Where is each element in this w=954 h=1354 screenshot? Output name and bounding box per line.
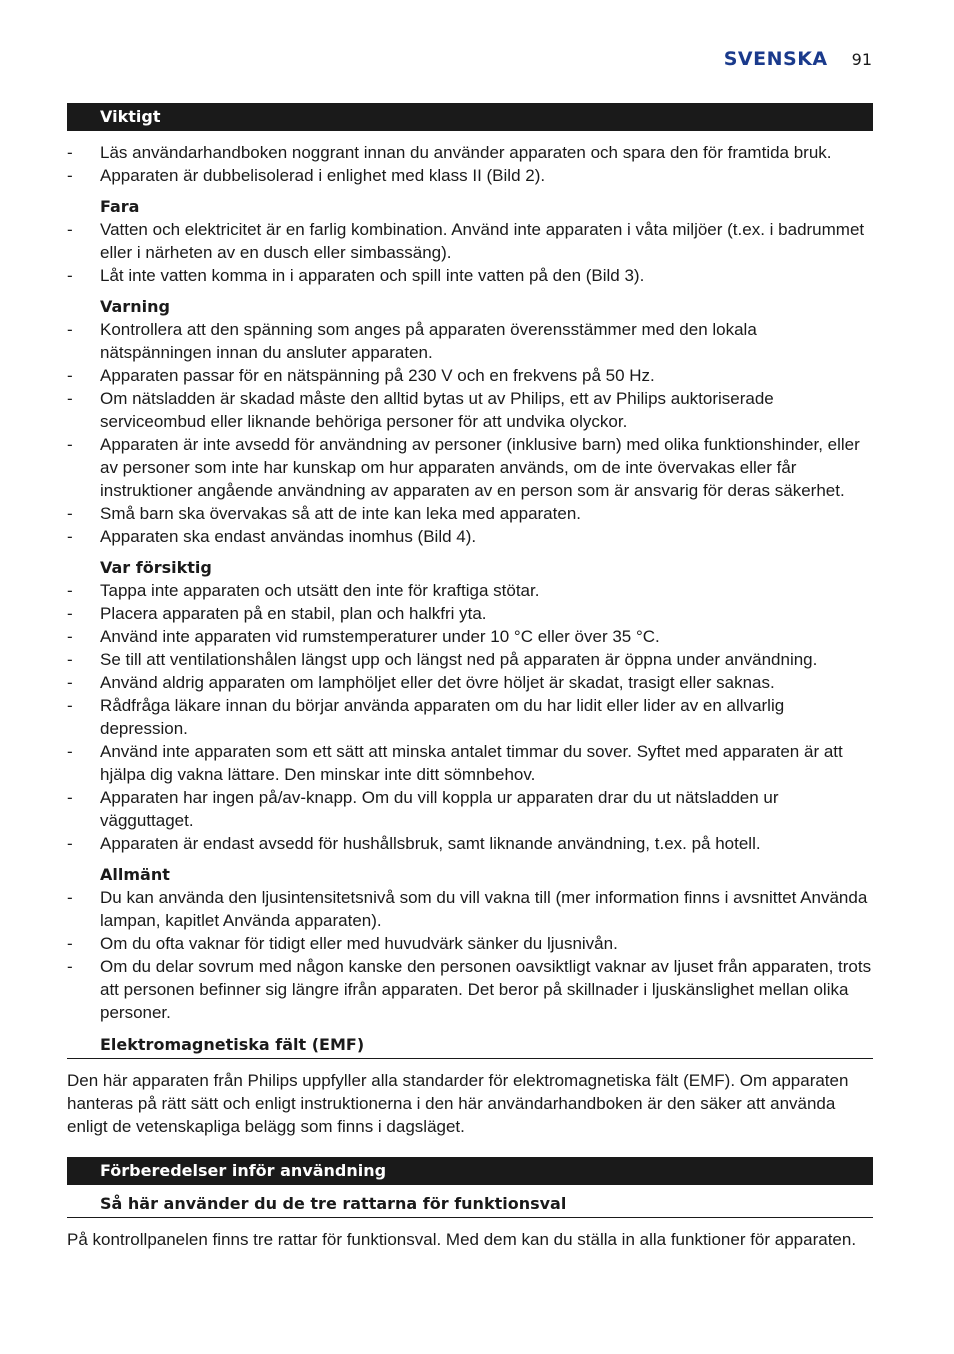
- bullet-dash: -: [67, 143, 73, 162]
- bullet-dash: -: [67, 834, 73, 853]
- bullet-dash: -: [67, 627, 73, 646]
- heading-emf: Elektromagnetiska fält (EMF): [67, 1034, 873, 1059]
- list-item-text: Apparaten ska endast användas inomhus (Bild 4).: [100, 527, 477, 546]
- list-item: [67, 602, 873, 625]
- list-item-text: Låt inte vatten komma in i apparaten och spill inte vatten på den (Bild 3).: [100, 266, 645, 285]
- page-header: [724, 48, 872, 70]
- bullet-dash: -: [67, 957, 73, 976]
- list-item-text: Apparaten är endast avsedd för hushållsbruk, samt liknande användning, t.ex. på hotell.: [100, 834, 761, 853]
- bullet-dash: -: [67, 888, 73, 907]
- list-item-text: Apparaten är dubbelisolerad i enlighet med klass II (Bild 2).: [100, 166, 546, 185]
- list-item-text: Små barn ska övervakas så att de inte kan leka med apparaten.: [100, 504, 581, 523]
- bullet-dash: -: [67, 166, 73, 185]
- list-item: [67, 932, 873, 955]
- list-item-text: Tappa inte apparaten och utsätt den inte för kraftiga stötar.: [100, 581, 540, 600]
- list-item-text: Du kan använda den ljusintensitetsnivå som du vill vakna till (mer information finns i avsnittet Använda lampan, kapitlet Använda apparaten).: [100, 888, 868, 930]
- list-item-text: Placera apparaten på en stabil, plan och halkfri yta.: [100, 604, 487, 623]
- bullet-dash: -: [67, 650, 73, 669]
- list-item: [67, 625, 873, 648]
- list-item: [67, 141, 873, 164]
- list-item: [67, 671, 873, 694]
- list-item: [67, 579, 873, 602]
- bullet-dash: -: [67, 788, 73, 807]
- list-varning: [67, 318, 873, 548]
- language-label: SVENSKA: [723, 48, 828, 70]
- list-item-text: Apparaten passar för en nätspänning på 230 V och en frekvens på 50 Hz.: [100, 366, 655, 385]
- list-item-text: Använd inte apparaten som ett sätt att minska antalet timmar du sover. Syftet med apparaten är att hjälpa dig vakna lättare. Den minskar inte ditt sömnbehov.: [100, 742, 843, 784]
- list-item-text: Om nätsladden är skadad måste den alltid bytas ut av Philips, ett av Philips auktoriserade serviceombud eller liknande behöriga personer för att undvika olyckor.: [100, 389, 774, 431]
- list-item-text: Apparaten är inte avsedd för användning av personer (inklusive barn) med olika funktionshinder, eller av personer som inte har kunskap om hur apparaten används, om de inte övervakas eller får instruktioner angående användning av apparaten av en person som är ansvarig för deras säkerhet.: [100, 435, 860, 500]
- bullet-dash: -: [67, 696, 73, 715]
- list-allmant: [67, 886, 873, 1024]
- list-item-text: Apparaten har ingen på/av-knapp. Om du vill koppla ur apparaten drar du ut nätsladden ur vägguttaget.: [100, 788, 779, 830]
- bullet-dash: -: [67, 934, 73, 953]
- list-item-text: Om du ofta vaknar för tidigt eller med huvudvärk sänker du ljusnivån.: [100, 934, 618, 953]
- bullet-dash: -: [67, 673, 73, 692]
- list-var-forsiktig: [67, 579, 873, 855]
- list-item: [67, 387, 873, 433]
- page-number: 91: [851, 50, 872, 69]
- list-item: [67, 218, 873, 264]
- list-fara: [67, 218, 873, 287]
- list-item-text: Läs användarhandboken noggrant innan du använder apparaten och spara den för framtida bruk.: [100, 143, 832, 162]
- list-item: [67, 433, 873, 502]
- list-item-text: Vatten och elektricitet är en farlig kombination. Använd inte apparaten i våta miljöer (t.ex. i badrummet eller i närheten av en dusch eller simbassäng).: [100, 220, 865, 262]
- paragraph-rattarna: På kontrollpanelen finns tre rattar för funktionsval. Med dem kan du ställa in alla funktioner för apparaten.: [67, 1230, 857, 1249]
- bullet-dash: -: [67, 320, 73, 339]
- heading-var-forsiktig: Var försiktig: [100, 558, 212, 577]
- bullet-dash: -: [67, 220, 73, 239]
- list-viktigt: [67, 141, 873, 187]
- list-item-text: Rådfråga läkare innan du börjar använda apparaten om du har lidit eller lider av en allvarlig depression.: [100, 696, 785, 738]
- list-item: [67, 955, 873, 1024]
- list-item: [67, 740, 873, 786]
- bullet-dash: -: [67, 389, 73, 408]
- list-item: [67, 164, 873, 187]
- heading-allmant: Allmänt: [100, 865, 170, 884]
- list-item-text: Om du delar sovrum med någon kanske den personen oavsiktligt vaknar av ljuset från apparaten, trots att personen befinner sig längre ifrån apparaten. Det beror på skillnader i ljuskänslighet mellan olika personer.: [100, 957, 872, 1022]
- bullet-dash: -: [67, 581, 73, 600]
- list-item-text: Se till att ventilationshålen längst upp och längst ned på apparaten är öppna under användning.: [100, 650, 818, 669]
- bullet-dash: -: [67, 604, 73, 623]
- list-item: [67, 694, 873, 740]
- list-item: [67, 318, 873, 364]
- heading-varning: Varning: [100, 297, 170, 316]
- list-item: [67, 525, 873, 548]
- section-bar-viktigt: Viktigt: [67, 103, 873, 131]
- bullet-dash: -: [67, 742, 73, 761]
- list-item-text: Använd aldrig apparaten om lamphöljet eller det övre höljet är skadat, trasigt eller saknas.: [100, 673, 775, 692]
- bullet-dash: -: [67, 266, 73, 285]
- list-item: [67, 264, 873, 287]
- heading-rattarna: Så här använder du de tre rattarna för funktionsval: [67, 1193, 873, 1218]
- list-item-text: Kontrollera att den spänning som anges på apparaten överensstämmer med den lokala nätspänningen innan du ansluter apparaten.: [100, 320, 757, 362]
- list-item: [67, 786, 873, 832]
- bullet-dash: -: [67, 504, 73, 523]
- list-item: [67, 832, 873, 855]
- list-item-text: Använd inte apparaten vid rumstemperaturer under 10 °C eller över 35 °C.: [100, 627, 660, 646]
- page-content: [67, 103, 873, 1251]
- list-item: [67, 886, 873, 932]
- section-bar-forberedelser: Förberedelser inför användning: [67, 1157, 873, 1185]
- list-item: [67, 364, 873, 387]
- paragraph-emf: Den här apparaten från Philips uppfyller alla standarder för elektromagnetiska fält (EMF). Om apparaten hanteras på rätt sätt och enligt instruktionerna i den här användarhandboken är den säker att använda enligt de vetenskapliga belägg som finns i dagsläget.: [67, 1071, 849, 1136]
- bullet-dash: -: [67, 366, 73, 385]
- list-item: [67, 648, 873, 671]
- bullet-dash: -: [67, 527, 73, 546]
- heading-fara: Fara: [100, 197, 140, 216]
- bullet-dash: -: [67, 435, 73, 454]
- list-item: [67, 502, 873, 525]
